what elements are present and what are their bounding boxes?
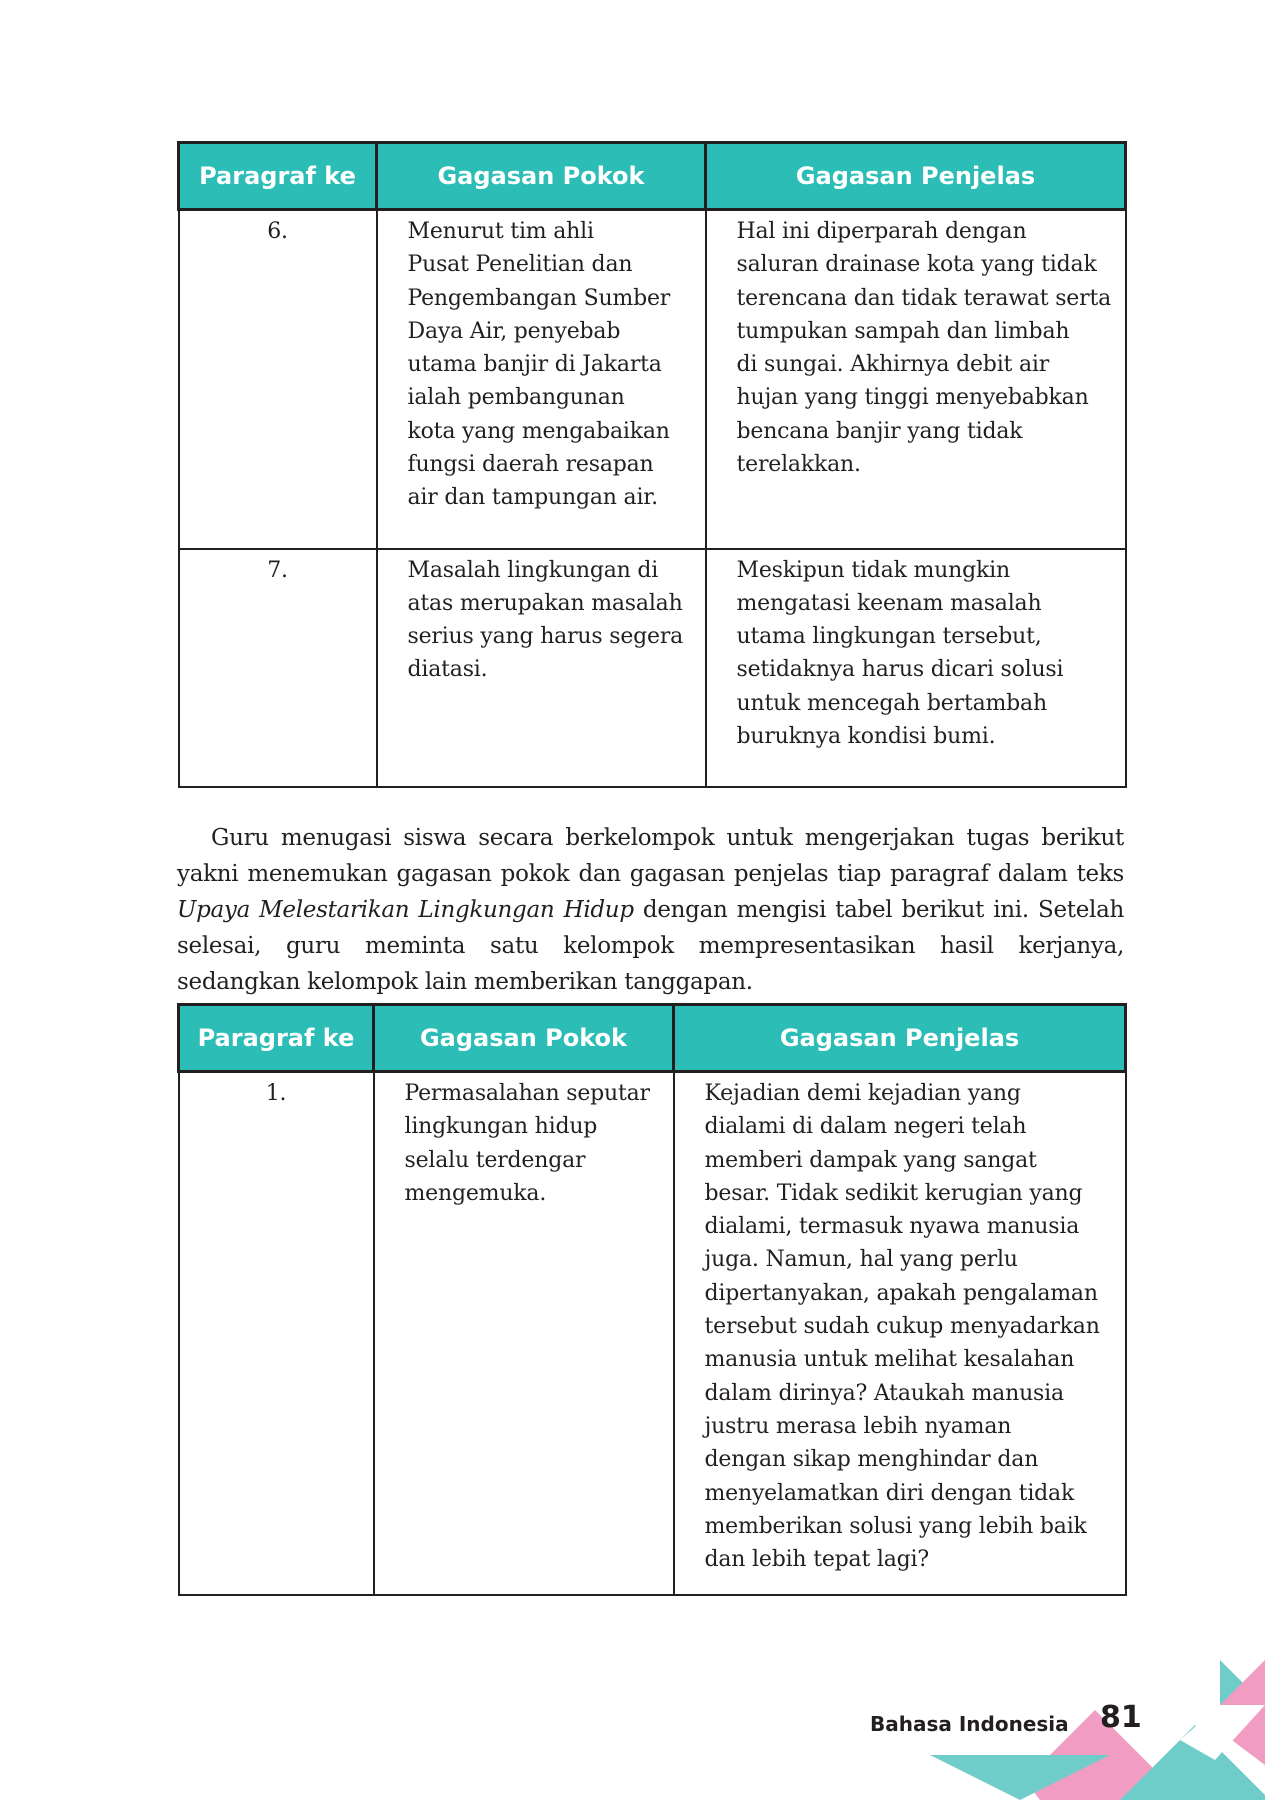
page-number: 81 [1100, 1700, 1142, 1735]
cell-gagasan-penjelas: Kejadian demi kejadian yang dialami di dalam negeri telah memberi dampak yang sangat besar. Tidak sedikit kerugian yang dialami, termasuk nyawa manusia juga. Namun, hal yang perlu dipertanyakan, apakah pengalaman tersebut sudah cukup menyadarkan manusia untuk melihat kesalahan dalam dirinya? Ataukah manusia justru merasa lebih nyaman dengan sikap menghindar dan menyelamatkan diri dengan tidak memberikan solusi yang lebih baik dan lebih tepat lagi? [674, 1072, 1126, 1595]
cell-gagasan-penjelas: Hal ini diperparah dengan saluran drainase kota yang tidak terencana dan tidak terawat serta tumpukan sampah dan limbah di sungai. Akhirnya debit air hujan yang tinggi menyebabkan bencana banjir yang tidak terelakkan. [706, 210, 1126, 549]
header-gagasan-pokok: Gagasan Pokok [374, 1005, 674, 1072]
footer-subject-label: Bahasa Indonesia [870, 1712, 1069, 1736]
intro-text-after: dengan mengisi tabel berikut ini. Setelah selesai, guru meminta satu kelompok mempresentasikan hasil kerjanya, sedangkan kelompok lain memberikan tanggapan. [177, 897, 1125, 995]
header-paragraf: Paragraf ke [179, 143, 377, 210]
intro-text-before: Guru menugasi siswa secara berkelompok untuk mengerjakan tugas berikut yakni menemukan gagasan pokok dan gagasan penjelas tiap paragraf dalam teks [177, 825, 1124, 887]
cell-gagasan-pokok: Menurut tim ahli Pusat Penelitian dan Pengembangan Sumber Daya Air, penyebab utama banjir di Jakarta ialah pembangunan kota yang mengabaikan fungsi daerah resapan air dan tampungan air. [377, 210, 706, 549]
header-gagasan-pokok: Gagasan Pokok [377, 143, 706, 210]
cell-gagasan-penjelas: Meskipun tidak mungkin mengatasi keenam masalah utama lingkungan tersebut, setidaknya harus dicari solusi untuk mencegah bertambah buruknya kondisi bumi. [706, 549, 1126, 787]
header-gagasan-penjelas: Gagasan Penjelas [706, 143, 1126, 210]
header-gagasan-penjelas: Gagasan Penjelas [674, 1005, 1126, 1072]
cell-gagasan-pokok: Permasalahan seputar lingkungan hidup selalu terdengar mengemuka. [374, 1072, 674, 1595]
cell-paragraf-number: 7. [179, 549, 377, 787]
intro-text-title: Upaya Melestarikan Lingkungan Hidup [177, 897, 634, 923]
header-paragraf: Paragraf ke [179, 1005, 374, 1072]
cell-gagasan-pokok: Masalah lingkungan di atas merupakan masalah serius yang harus segera diatasi. [377, 549, 706, 787]
cell-paragraf-number: 1. [179, 1072, 374, 1595]
cell-paragraf-number: 6. [179, 210, 377, 549]
